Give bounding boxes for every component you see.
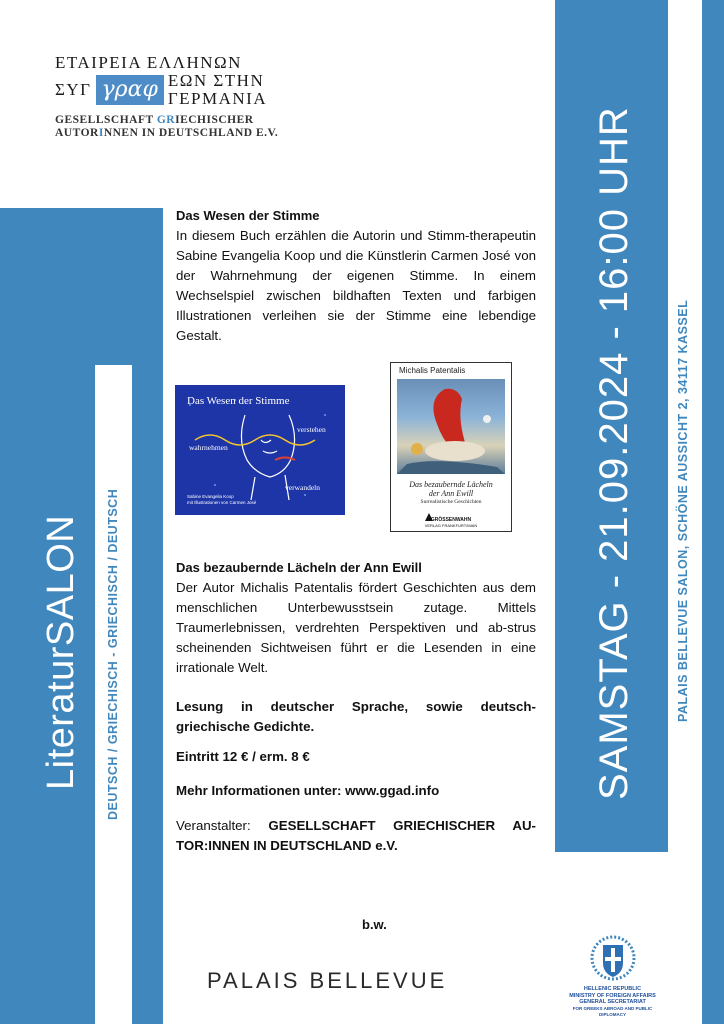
book2-cover-subtitle: Surrealistische Geschichten	[420, 499, 482, 505]
book2-cover-art	[397, 379, 505, 474]
ministry-line2: MINISTRY OF FOREIGN AFFAIRS	[569, 992, 656, 999]
ministry-line1: HELLENIC REPUBLIC	[583, 986, 642, 992]
book2-cover-publisher: GRÖSSENWAHN	[430, 517, 472, 523]
organizer-label: Veranstalter:	[176, 818, 269, 833]
ministry-line4: FOR GREEKS ABROAD AND PUBLIC DIPLOMACY	[572, 1005, 653, 1017]
more-info-link[interactable]: Mehr Informationen unter: www.ggad.info	[176, 783, 440, 798]
palais-bellevue-logo: PALAIS BELLEVUE	[207, 968, 448, 993]
book1-cover-credit1: Sabine Evangelia Koop	[187, 494, 234, 499]
book2-cover-author: Michalis Patentalis	[399, 366, 466, 375]
lesung-note: Lesung in deutscher Sprache, sowie deutsch-griechische Gedichte.	[176, 699, 536, 734]
book1-cover	[175, 385, 345, 515]
logo-de-2a: AUTOR	[55, 127, 99, 139]
ministry-line3: GENERAL SECRETARIAT	[579, 999, 646, 1005]
logo-graf-badge: γραφ	[96, 75, 164, 105]
organizer	[176, 816, 536, 856]
venue-address: PALAIS BELLEVUE SALON, SCHÖNE AUSSICHT 2, 34117 KASSEL	[676, 299, 690, 722]
organizer-name: GESELLSCHAFT GRIECHISCHER AU-TOR:INNEN IN DEUTSCHLAND e.V.	[176, 818, 536, 853]
book2-cover-publisher-city: VERLAG FRANKFURT/MAIN	[424, 523, 478, 528]
logo-de-1c: IECHISCHER	[175, 114, 254, 126]
logo-de-1b: GR	[156, 114, 176, 126]
edge-blue-band	[702, 0, 724, 1024]
ministry-logo	[560, 935, 665, 1015]
book2-title: Das bezaubernde Lächeln der Ann Ewill	[176, 560, 422, 575]
book1-cover-word1: verstehen	[297, 425, 326, 434]
book2-cover-painting	[397, 379, 505, 474]
book2-cover-title1: Das bezaubernde Lächeln	[409, 480, 493, 489]
book1-title: Das Wesen der Stimme	[176, 208, 320, 223]
logo-greek-line3: ΓΕΡΜΑΝΙΑ	[167, 89, 268, 108]
eintritt-price: Eintritt 12 € / erm. 8 €	[176, 749, 310, 764]
society-logo	[55, 54, 285, 154]
book2-cover-title2: der Ann Ewill	[428, 489, 474, 498]
logo-de-2c: NNEN IN DEUTSCHLAND E.V.	[103, 127, 279, 139]
book1-description	[176, 206, 536, 346]
logo-greek-syg: ΣΥΓ	[55, 80, 92, 99]
book2-cover	[390, 362, 512, 532]
book2-text: Der Autor Michalis Patentalis fördert Geschichten aus dem menschlichen Unterbewusstsein zutage. Mittels Traumerlebnissen, verdrehten Perspektiven und ab-strus scheinenden Sichtweisen führt er die Lesenden in eine irrationale Welt.	[176, 580, 536, 675]
literatur-salon-title: LiteraturSALON	[40, 514, 82, 790]
event-date-time: SAMSTAG - 21.09.2024 - 16:00 UHR	[592, 106, 636, 800]
logo-greek-line2: ΕΩΝ ΣΤΗΝ	[167, 71, 265, 90]
logo-de-1a: GESELLSCHAFT	[55, 114, 157, 126]
book1-cover-title: Das Wesen der Stimme	[187, 395, 290, 407]
publisher-icon	[425, 508, 431, 514]
book2-description	[176, 558, 536, 678]
please-turn-over: b.w.	[362, 917, 387, 932]
book1-cover-credit2: mit Illustrationen von Carmen José	[187, 500, 257, 505]
languages-line: DEUTSCH / GRIECHISCH - GRIECHISCH / DEUTSCH	[106, 488, 120, 820]
book1-cover-word3: verwandeln	[285, 483, 320, 492]
book1-cover-word2: wahrnehmen	[189, 443, 228, 452]
logo-greek-line1: ΕΤΑΙΡΕΙΑ ΕΛΛΗΝΩΝ	[55, 53, 242, 72]
greek-coat-of-arms-icon	[588, 935, 638, 981]
logo-de-2b: I	[98, 127, 104, 139]
book1-text: In diesem Buch erzählen die Autorin und Stimm-therapeutin Sabine Evangelia Koop und die Künstlerin Carmen José von der Wahrnehmung der eigenen Stimme. In einem Wechselspiel zwischen bildhaften Texten und farbigen Illustrationen verleihen sie der Stimme eine lebendige Gestalt.	[176, 228, 536, 343]
